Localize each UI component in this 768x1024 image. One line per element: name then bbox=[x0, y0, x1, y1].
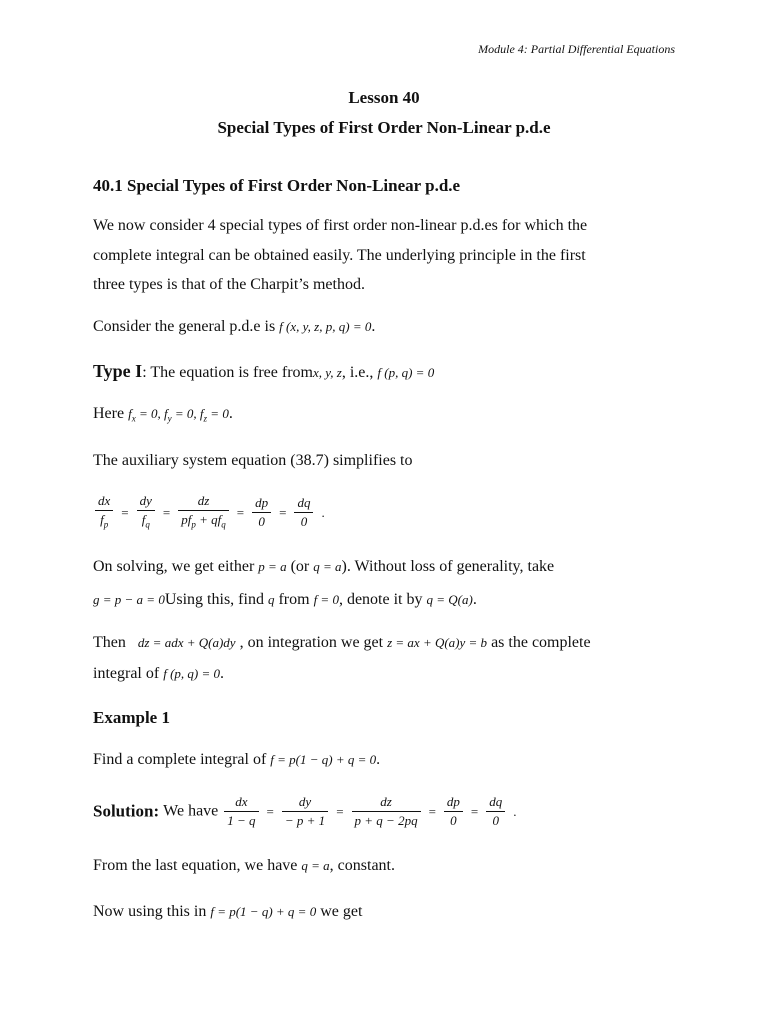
type1-math: f (p, q) = 0 bbox=[377, 365, 435, 380]
aux-equation: $\frac{dx}{f_p}$ = $\frac{dy}{f_q}$ = $\frac{dz}{pf_p + qf_q}$ = $\frac{dp}{0}$ = $\frac{dq}{0}$ . bbox=[93, 492, 327, 534]
solution-text: We have bbox=[163, 802, 219, 820]
last-equation-line: From the last equation, we have q = a, constant. bbox=[93, 857, 395, 874]
type1-vars: x, y, z bbox=[312, 365, 342, 380]
solution-label: Solution: bbox=[93, 801, 160, 821]
here-text: Here bbox=[93, 405, 125, 422]
solution-fraction: $\frac{dp}{0}$ bbox=[444, 793, 463, 830]
lesson-number: Lesson 40 bbox=[348, 88, 420, 107]
intro-line: We now consider 4 special types of first order non-linear p.d.es for which the bbox=[93, 217, 588, 234]
here-math: $f_x = 0$, $f_y = 0$, $f_z = 0$ bbox=[128, 406, 229, 424]
period: . bbox=[371, 318, 376, 335]
now-using-line: Now using this in f = p(1 − q) + q = 0 we get bbox=[93, 903, 363, 920]
solution-fraction: $\frac{dy}{- p + 1}$ bbox=[282, 793, 328, 830]
solving-line: On solving, we get either p = a (or q = a). Without loss of generality, take bbox=[93, 558, 555, 575]
then-line: Then dz = adx + Q(a)dy , on integration we get z = ax + Q(a)y = b as the complete bbox=[93, 634, 591, 651]
type1-colon: : bbox=[142, 364, 147, 381]
example-line: Find a complete integral of f = p(1 − q) + q = 0. bbox=[93, 751, 381, 768]
aux-fraction: $\frac{dy}{f_q}$ bbox=[137, 492, 155, 534]
aux-fraction: $\frac{dx}{f_p}$ bbox=[95, 492, 113, 534]
solution-line: Solution: We have $\frac{dx}{1 - q}$ = $\frac{dy}{- p + 1}$ = $\frac{dz}{p + q - 2pq}$ = $\frac{dp}{0}$ = $\frac{dq}{0}$ . bbox=[93, 794, 517, 828]
then-line-2: integral of f (p, q) = 0. bbox=[93, 665, 224, 682]
type1-label: Type I bbox=[93, 361, 143, 381]
solution-fraction: $\frac{dx}{1 - q}$ bbox=[224, 793, 258, 830]
aux-fraction: $\frac{dz}{pf_p + qf_q}$ bbox=[178, 492, 229, 534]
aux-fraction: $\frac{dq}{0}$ bbox=[294, 494, 313, 531]
here-line bbox=[93, 405, 233, 424]
intro-line: complete integral can be obtained easily. The underlying principle in the first bbox=[93, 247, 586, 264]
auxiliary-text: The auxiliary system equation (38.7) simplifies to bbox=[93, 452, 413, 469]
section-heading: 40.1 Special Types of First Order Non-Linear p.d.e bbox=[93, 176, 461, 195]
type1-line bbox=[93, 361, 434, 382]
intro-line: three types is that of the Charpit’s method. bbox=[93, 276, 365, 293]
aux-fraction: $\frac{dp}{0}$ bbox=[252, 494, 271, 531]
page-header: Module 4: Partial Differential Equations bbox=[478, 42, 675, 56]
type1-ie: , i.e., bbox=[341, 364, 374, 381]
using-line: g = p − a = 0Using this, find q from f = 0, denote it by q = Q(a). bbox=[93, 591, 477, 608]
solution-fraction: $\frac{dz}{p + q - 2pq}$ bbox=[352, 793, 421, 830]
general-pde-text: Consider the general p.d.e is bbox=[93, 318, 276, 335]
period: . bbox=[228, 405, 233, 422]
general-pde-math: f (x, y, z, p, q) = 0 bbox=[279, 319, 372, 334]
lesson-title: Special Types of First Order Non-Linear p.d.e bbox=[217, 118, 551, 137]
solution-fraction: $\frac{dq}{0}$ bbox=[486, 793, 505, 830]
general-pde-line bbox=[93, 318, 375, 336]
type1-text: The equation is free from bbox=[150, 364, 313, 381]
example-heading: Example 1 bbox=[93, 708, 170, 727]
